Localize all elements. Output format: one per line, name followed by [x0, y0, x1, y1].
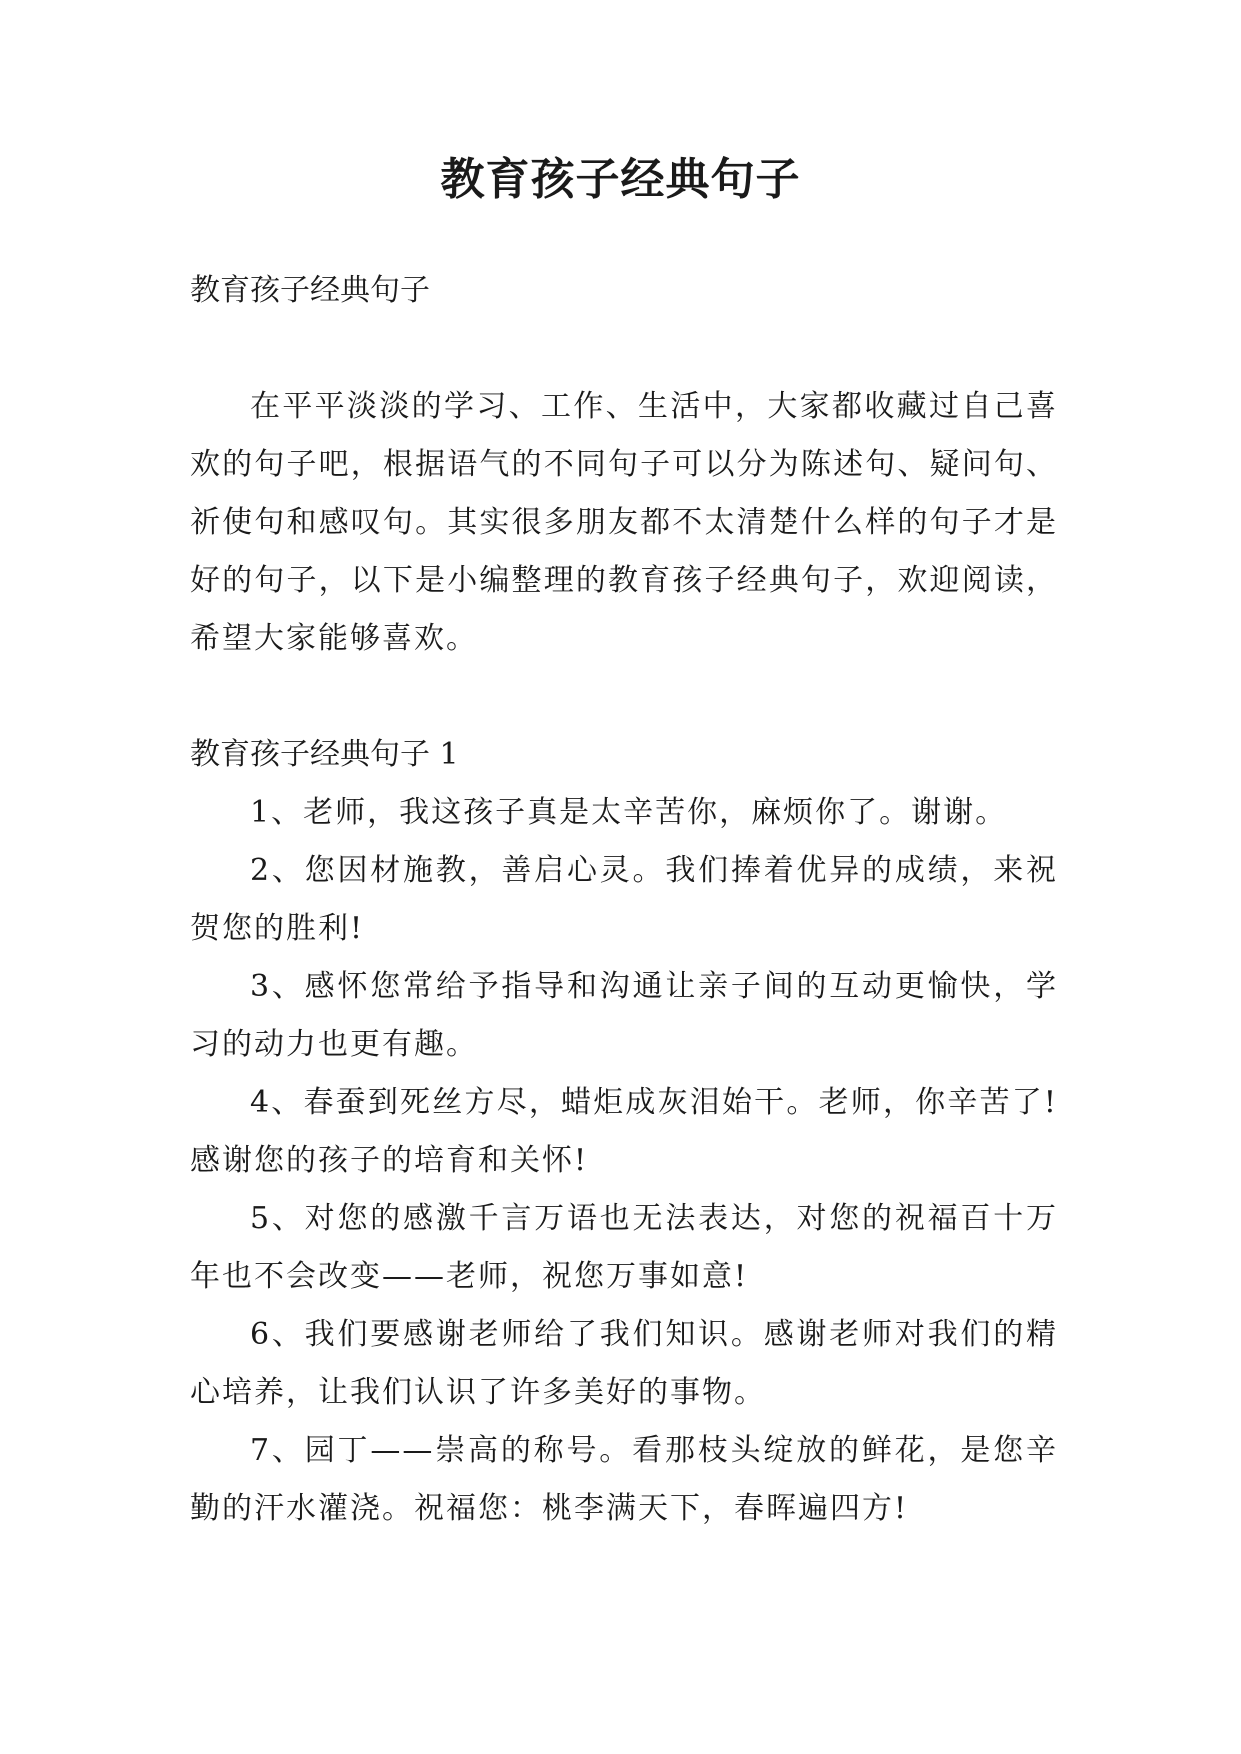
sentence-item: 1、老师，我这孩子真是太辛苦你，麻烦你了。谢谢。 [250, 795, 1008, 830]
sentence-item: 7、园丁——崇高的称号。看那枝头绽放的鲜花，是您辛勤的汗水灌浇。祝福您：桃李满天下，春晖遍四方! [190, 1433, 1058, 1526]
section-heading: 教育孩子经典句子 1 [190, 737, 459, 772]
sentence-item: 3、感怀您常给予指导和沟通让亲子间的互动更愉快，学习的动力也更有趣。 [190, 969, 1058, 1062]
sentence-item: 2、您因材施教，善启心灵。我们捧着优异的成绩，来祝贺您的胜利! [190, 853, 1058, 946]
sentence-item: 5、对您的感激千言万语也无法表达，对您的祝福百十万年也不会改变——老师，祝您万事如意! [190, 1201, 1058, 1294]
page-title: 教育孩子经典句子 [440, 154, 801, 205]
document-subtitle: 教育孩子经典句子 [190, 273, 430, 308]
sentence-item: 6、我们要感谢老师给了我们知识。感谢老师对我们的精心培养，让我们认识了许多美好的事物。 [190, 1317, 1058, 1410]
document-body [190, 262, 1058, 1538]
intro-paragraph: 在平平淡淡的学习、工作、生活中，大家都收藏过自己喜欢的句子吧，根据语气的不同句子可以分为陈述句、疑问句、祈使句和感叹句。其实很多朋友都不太清楚什么样的句子才是好的句子，以下是小编整理的教育孩子经典句子，欢迎阅读，希望大家能够喜欢。 [190, 389, 1058, 656]
sentence-item: 4、春蚕到死丝方尽，蜡炬成灰泪始干。老师，你辛苦了!感谢您的孩子的培育和关怀! [190, 1085, 1058, 1178]
